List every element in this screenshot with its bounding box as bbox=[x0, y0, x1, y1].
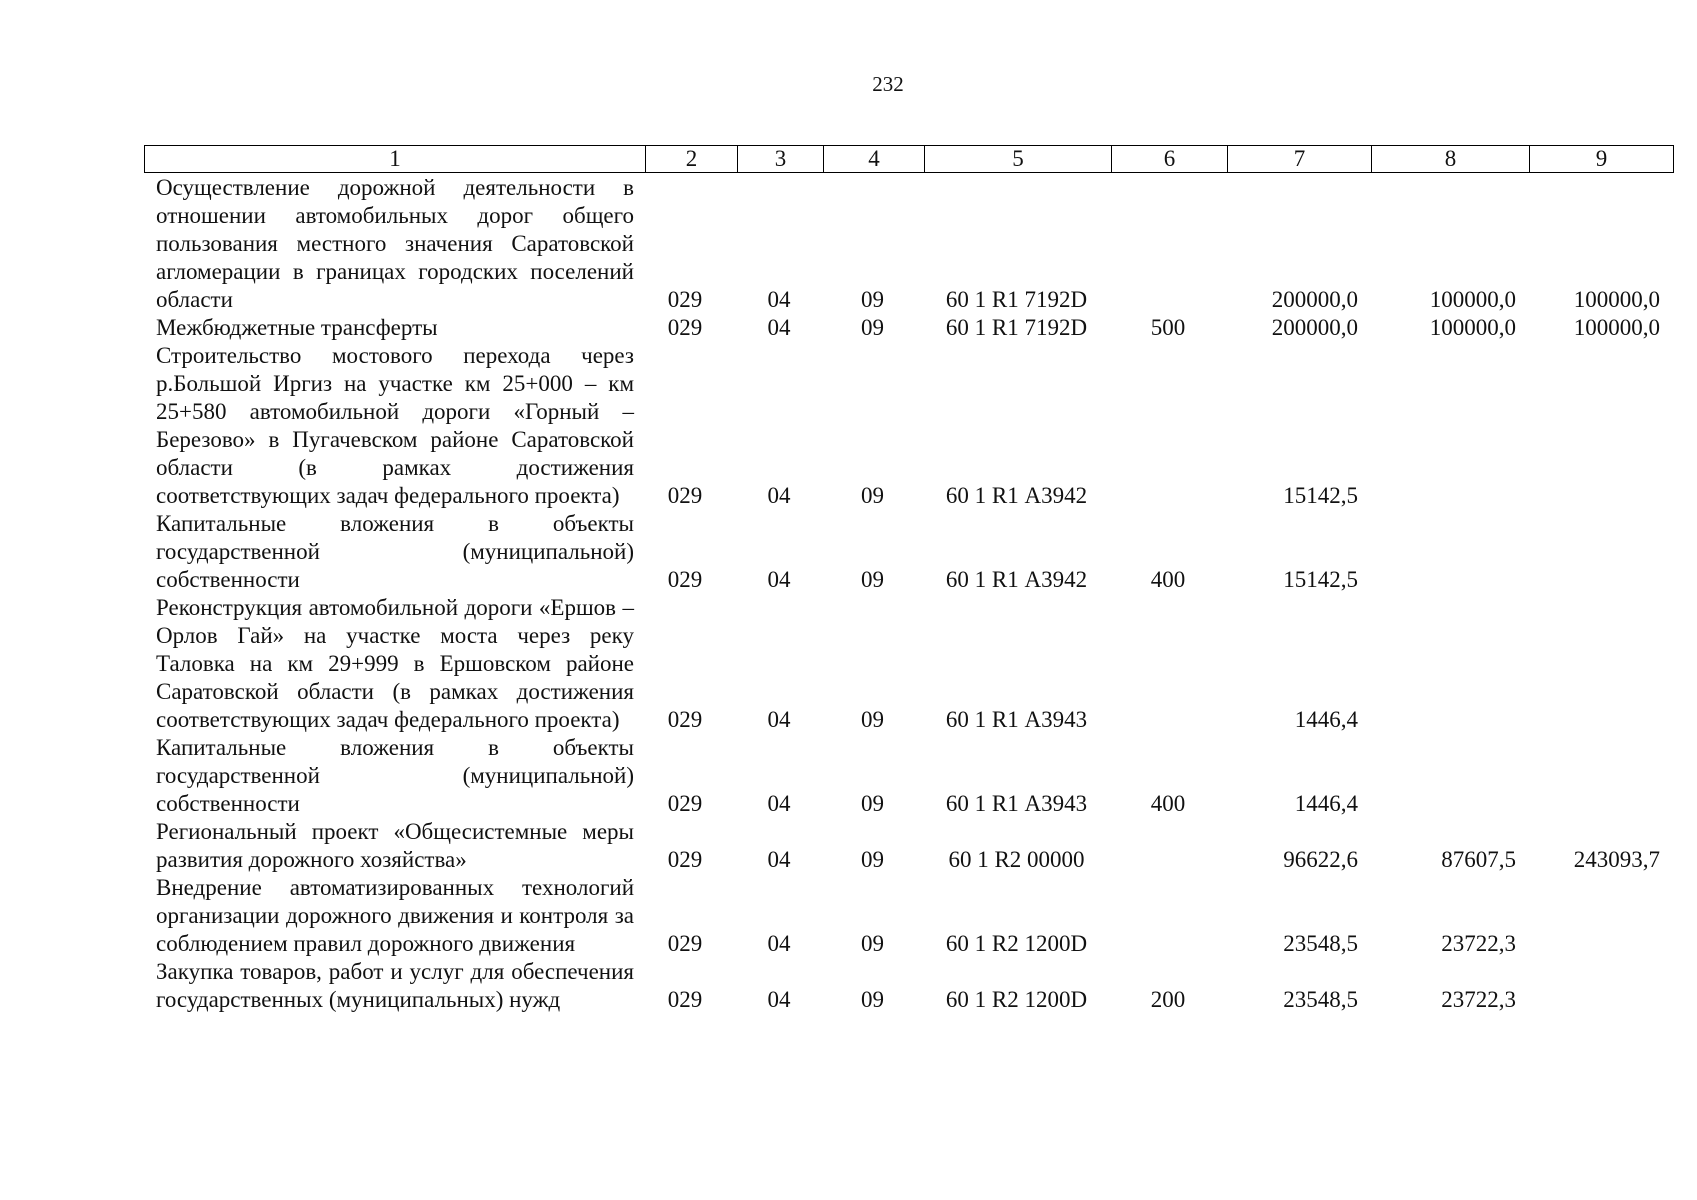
row-value-2: 100000,0 bbox=[1429, 315, 1516, 340]
row-description: Закупка товаров, работ и услуг для обеспечения государственных (муниципальных) нужд bbox=[156, 959, 634, 1012]
row-csr: 60 1 R2 00000 bbox=[948, 847, 1085, 872]
table-row bbox=[144, 958, 1672, 1014]
row-value-1: 96622,6 bbox=[1283, 847, 1358, 872]
row-description: Реконструкция автомобильной дороги «Ершов – Орлов Гай» на участке моста через реку Таловка на км 29+999 в Ершовском районе Саратовской области (в рамках достижения соответствующих задач федерального проекта) bbox=[156, 595, 634, 732]
row-rz: 04 bbox=[767, 791, 791, 816]
header-col-9: 9 bbox=[1529, 146, 1673, 172]
row-pr: 09 bbox=[861, 567, 884, 592]
row-description: Капитальные вложения в объекты государственной (муниципальной) собственности bbox=[156, 511, 634, 592]
row-rz: 04 bbox=[767, 847, 791, 872]
row-rz: 04 bbox=[767, 287, 791, 312]
row-rz: 04 bbox=[767, 931, 791, 956]
table-row bbox=[144, 510, 1672, 594]
table-row bbox=[144, 874, 1672, 958]
header-col-3: 3 bbox=[737, 146, 823, 172]
row-pr: 09 bbox=[861, 315, 884, 340]
row-description: Осуществление дорожной деятельности в отношении автомобильных дорог общего пользования местного значения Саратовской агломерации в границах городских поселений области bbox=[156, 175, 634, 312]
row-vr: 400 bbox=[1150, 567, 1186, 592]
row-value-1: 200000,0 bbox=[1271, 315, 1358, 340]
row-gr: 029 bbox=[667, 931, 703, 956]
row-value-2: 23722,3 bbox=[1441, 987, 1516, 1012]
table-row bbox=[144, 174, 1672, 314]
row-pr: 09 bbox=[861, 987, 884, 1012]
row-rz: 04 bbox=[767, 707, 791, 732]
row-value-1: 1446,4 bbox=[1294, 707, 1358, 732]
row-csr: 60 1 R1 7192D bbox=[945, 287, 1088, 312]
table-row bbox=[144, 594, 1672, 734]
row-value-1: 15142,5 bbox=[1283, 483, 1358, 508]
row-gr: 029 bbox=[667, 483, 703, 508]
table-row bbox=[144, 818, 1672, 874]
page-number: 232 bbox=[872, 72, 904, 96]
row-description: Внедрение автоматизированных технологий организации дорожного движения и контроля за соблюдением правил дорожного движения bbox=[156, 875, 634, 956]
row-description: Капитальные вложения в объекты государственной (муниципальной) собственности bbox=[156, 735, 634, 816]
row-gr: 029 bbox=[667, 315, 703, 340]
row-csr: 60 1 R1 А3942 bbox=[945, 567, 1088, 592]
row-value-1: 1446,4 bbox=[1294, 791, 1358, 816]
row-csr: 60 1 R1 А3943 bbox=[945, 791, 1088, 816]
row-gr: 029 bbox=[667, 567, 703, 592]
row-value-2: 23722,3 bbox=[1441, 931, 1516, 956]
row-rz: 04 bbox=[767, 315, 791, 340]
row-pr: 09 bbox=[861, 483, 884, 508]
row-value-1: 200000,0 bbox=[1271, 287, 1358, 312]
header-col-2: 2 bbox=[645, 146, 737, 172]
row-csr: 60 1 R1 А3942 bbox=[945, 483, 1088, 508]
row-description: Межбюджетные трансферты bbox=[156, 315, 438, 340]
row-rz: 04 bbox=[767, 483, 791, 508]
row-csr: 60 1 R2 1200D bbox=[945, 931, 1088, 956]
row-vr: 500 bbox=[1150, 315, 1186, 340]
row-gr: 029 bbox=[667, 847, 703, 872]
row-vr: 200 bbox=[1150, 987, 1186, 1012]
row-value-1: 15142,5 bbox=[1283, 567, 1358, 592]
row-pr: 09 bbox=[861, 707, 884, 732]
header-col-4: 4 bbox=[823, 146, 924, 172]
table-body bbox=[144, 174, 1672, 1014]
row-value-1: 23548,5 bbox=[1283, 931, 1358, 956]
row-pr: 09 bbox=[861, 847, 884, 872]
row-csr: 60 1 R1 А3943 bbox=[945, 707, 1088, 732]
row-value-3: 243093,7 bbox=[1573, 847, 1660, 872]
row-value-3: 100000,0 bbox=[1573, 315, 1660, 340]
row-pr: 09 bbox=[861, 931, 884, 956]
row-gr: 029 bbox=[667, 791, 703, 816]
row-rz: 04 bbox=[767, 567, 791, 592]
row-pr: 09 bbox=[861, 287, 884, 312]
table-row bbox=[144, 734, 1672, 818]
row-description: Региональный проект «Общесистемные меры развития дорожного хозяйства» bbox=[156, 819, 634, 872]
table-row bbox=[144, 314, 1672, 342]
row-value-2: 87607,5 bbox=[1441, 847, 1516, 872]
header-col-5: 5 bbox=[924, 146, 1111, 172]
header-col-1: 1 bbox=[389, 146, 401, 171]
row-description: Строительство мостового перехода через р.Большой Иргиз на участке км 25+000 – км 25+580 автомобильной дороги «Горный – Березово» в Пугачевском районе Саратовской области (в рамках достижения соответствующих задач федерального проекта) bbox=[156, 343, 634, 508]
row-rz: 04 bbox=[767, 987, 791, 1012]
header-col-8: 8 bbox=[1371, 146, 1529, 172]
row-gr: 029 bbox=[667, 287, 703, 312]
table-row bbox=[144, 342, 1672, 510]
row-gr: 029 bbox=[667, 707, 703, 732]
row-value-1: 23548,5 bbox=[1283, 987, 1358, 1012]
row-csr: 60 1 R1 7192D bbox=[945, 315, 1088, 340]
row-value-2: 100000,0 bbox=[1429, 287, 1516, 312]
row-csr: 60 1 R2 1200D bbox=[945, 987, 1088, 1012]
row-pr: 09 bbox=[861, 791, 884, 816]
row-vr: 400 bbox=[1150, 791, 1186, 816]
header-col-6: 6 bbox=[1111, 146, 1227, 172]
table-header bbox=[144, 145, 1674, 173]
row-gr: 029 bbox=[667, 987, 703, 1012]
header-col-7: 7 bbox=[1227, 146, 1371, 172]
row-value-3: 100000,0 bbox=[1573, 287, 1660, 312]
